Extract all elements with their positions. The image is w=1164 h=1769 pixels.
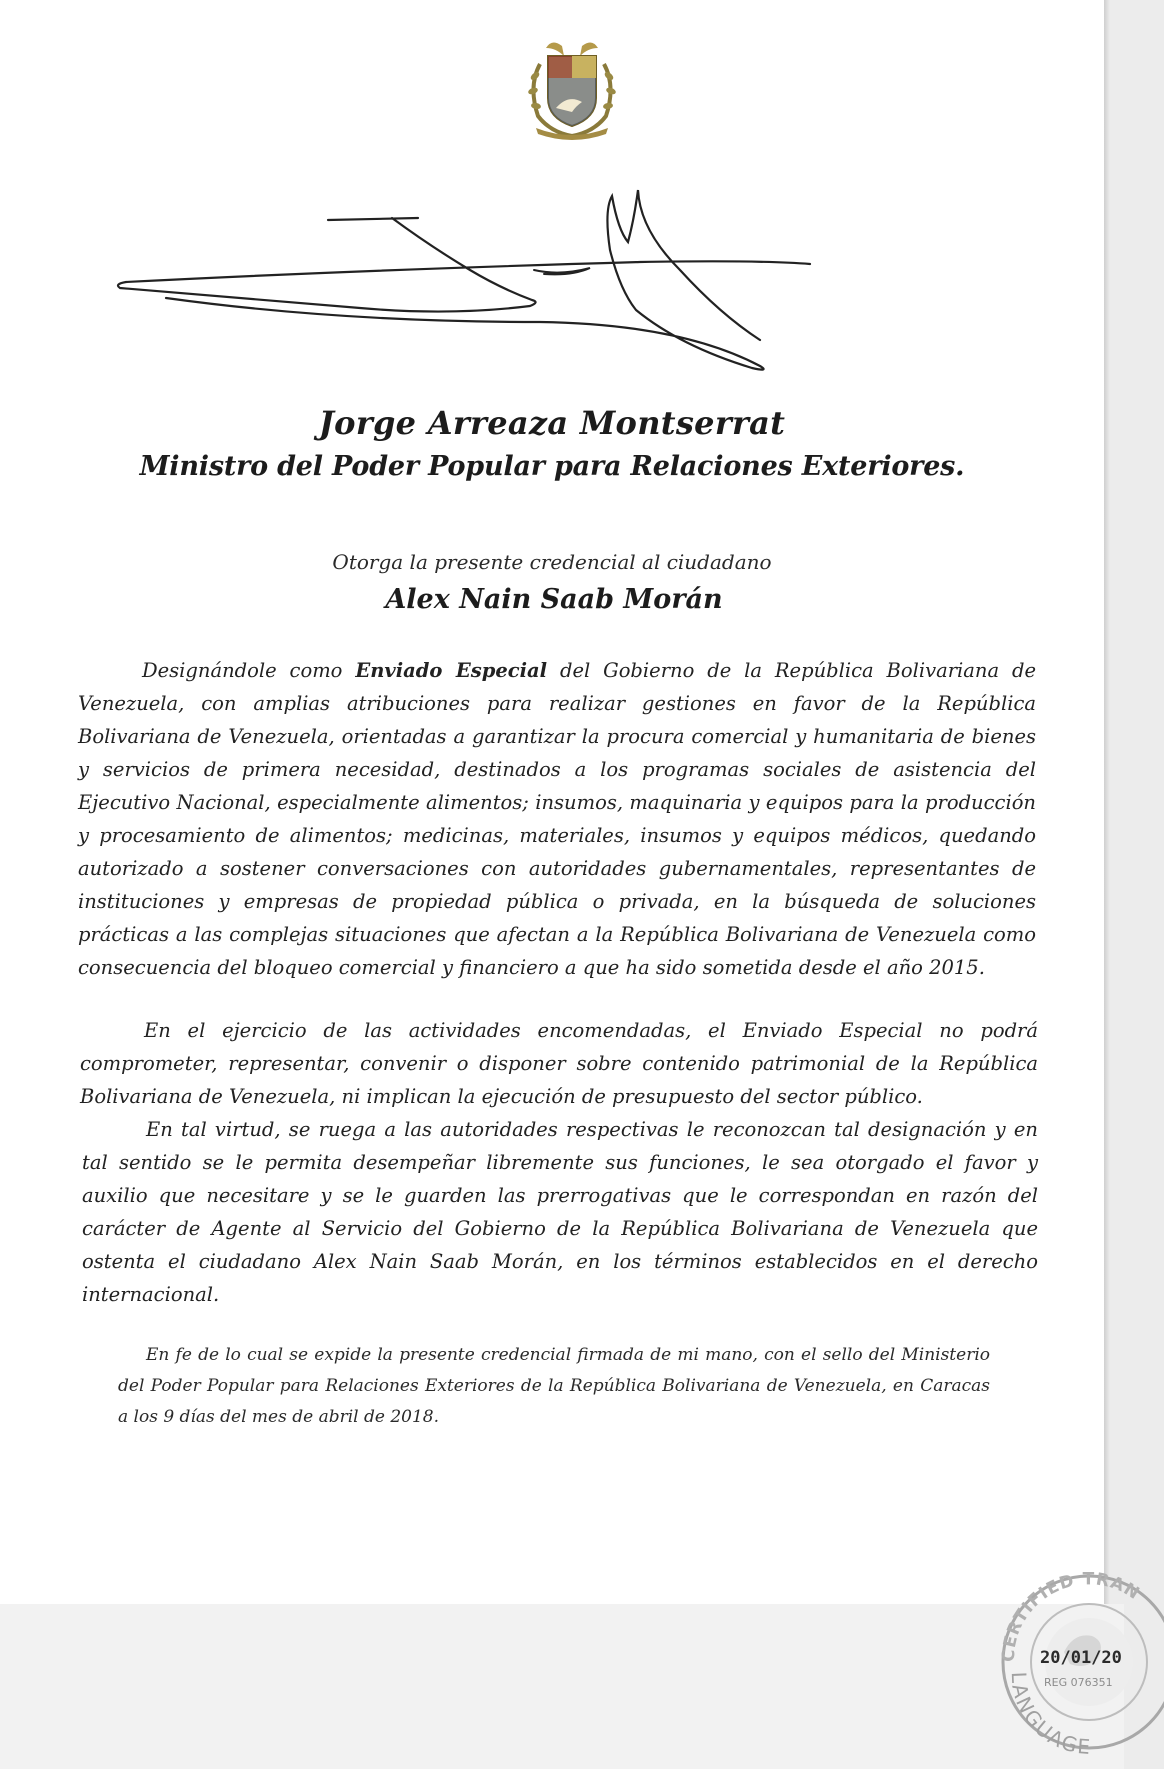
designation-text: del Gobierno de la República Bolivariana de Venezuela, con amplias atribuciones para realizar gestiones en favor de la República Bolivariana de Venezuela, orientadas a garantizar la procura comercial y humanitaria de bienes y servicios de primera necesidad, destinados a los programas sociales de asistencia del Ejecutivo Nacional, especialmente alimentos; insumos, maquinaria y equipos para la producción y procesamiento de alimentos; medicinas, materiales, insumos y equipos médicos, quedando autorizado a sostener conversaciones con autoridades gubernamentales, representantes de instituciones y empresas de propiedad pública o privada, en la búsqueda de soluciones prácticas a las complejas situaciones que afectan a la República Bolivariana de Venezuela como consecuencia del bloqueo comercial y financiero a que ha sido sometida desde el año 2015. <box>78 659 1036 979</box>
coat-of-arms-icon <box>522 36 622 146</box>
stamp-ring-text: CERTIFIED TRAN <box>998 1569 1144 1663</box>
stamp-date: 20/01/20 <box>1040 1648 1122 1668</box>
stamp-ring-bottom: LANGUAGE <box>1006 1671 1093 1760</box>
minister-title: Ministro del Poder Popular para Relaciones Exteriores. <box>139 451 965 482</box>
grant-intro: Otorga la presente credencial al ciudadano <box>332 550 772 574</box>
closing-text: En fe de lo cual se expide la presente credencial firmada de mi mano, con el sello del Ministerio del Poder Popular para Relaciones Exteriores de la República Bolivariana de Venezuela, en Caracas a los 9 días del mes de abril de 2018. <box>118 1345 990 1427</box>
designation-intro: Designándole como <box>142 659 356 682</box>
limitations-paragraph <box>80 1014 1038 1113</box>
request-text: En tal virtud, se ruega a las autoridades respectivas le reconozcan tal designación y en tal sentido se le permita desempeñar libremente sus funciones, le sea otorgado el favor y auxilio que necesitare y se le guarden las prerrogativas que le correspondan en razón del carácter de Agente al Servicio del Gobierno de la República Bolivariana de Venezuela que ostenta el ciudadano Alex Nain Saab Morán, en los términos establecidos en el derecho internacional. <box>82 1118 1038 1306</box>
scan-background <box>0 1604 1124 1769</box>
special-envoy-term: Enviado Especial <box>355 659 548 682</box>
request-paragraph <box>82 1113 1038 1311</box>
minister-name: Jorge Arreaza Montserrat <box>318 404 786 442</box>
designation-paragraph <box>78 654 1036 984</box>
page-edge-shadow <box>1104 0 1110 1604</box>
closing-paragraph <box>118 1340 990 1433</box>
limitations-text: En el ejercicio de las actividades encomendadas, el Enviado Especial no podrá comprometer, representar, convenir o disponer sobre contenido patrimonial de la República Bolivariana de Venezuela, ni implican la ejecución de presupuesto del sector público. <box>80 1019 1038 1108</box>
stamp-registration: REG 076351 <box>1044 1676 1113 1689</box>
recipient-name: Alex Nain Saab Morán <box>385 584 723 615</box>
handwritten-signature <box>120 190 920 430</box>
